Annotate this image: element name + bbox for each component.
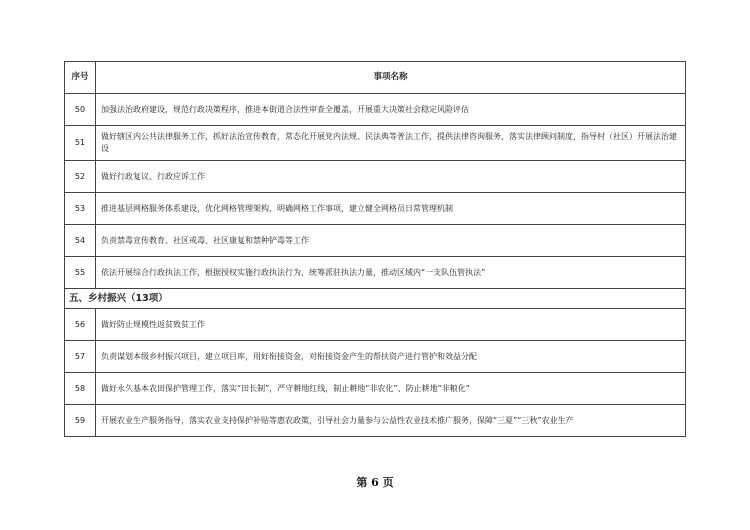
row-item-name: 做好辖区内公共法律服务工作，抓好法治宣传教育，常态化开展党内法规、民法典等普法工作，提供法律咨询服务，落实法律顾问制度，指导村（社区）开展法治建设 [96, 126, 686, 161]
row-serial: 50 [65, 94, 96, 126]
table-row [65, 309, 686, 341]
page-number: 第 6 页 [356, 476, 394, 489]
row-serial: 56 [65, 309, 96, 341]
table-row [65, 405, 686, 437]
table-row [65, 193, 686, 225]
table-header-row [65, 62, 686, 94]
header-item-name: 事项名称 [96, 62, 686, 94]
row-serial: 54 [65, 225, 96, 257]
row-item-name: 做好防止规模性返贫致贫工作 [96, 309, 686, 341]
row-serial: 51 [65, 126, 96, 161]
row-serial: 57 [65, 341, 96, 373]
table-row [65, 225, 686, 257]
header-serial: 序号 [65, 62, 96, 94]
row-serial: 53 [65, 193, 96, 225]
row-item-name: 加强法治政府建设，规范行政决策程序，推进本街道合法性审查全覆盖，开展重大决策社会稳定风险评估 [96, 94, 686, 126]
table-row [65, 94, 686, 126]
row-item-name: 做好永久基本农田保护管理工作，落实“田长制”，严守耕地红线，制止耕地“非农化”、防止耕地“非粮化” [96, 373, 686, 405]
section-title: 五、乡村振兴（13项） [65, 289, 686, 309]
row-item-name: 做好行政复议、行政应诉工作 [96, 161, 686, 193]
row-serial: 52 [65, 161, 96, 193]
row-item-name: 开展农业生产服务指导，落实农业支持保护补贴等惠农政策，引导社会力量参与公益性农业技术推广服务，保障“三夏”“三秋”农业生产 [96, 405, 686, 437]
row-item-name: 推进基层网格服务体系建设，优化网格管理架构，明确网格工作事项，建立健全网格员日常管理机制 [96, 193, 686, 225]
row-serial: 59 [65, 405, 96, 437]
table-row [65, 126, 686, 161]
table-row [65, 373, 686, 405]
section-header-row [65, 289, 686, 309]
table-row [65, 341, 686, 373]
items-table [64, 61, 686, 437]
row-serial: 58 [65, 373, 96, 405]
table-row [65, 161, 686, 193]
row-item-name: 负责谋划本级乡村振兴项目，建立项目库，用好衔接资金，对衔接资金产生的帮扶资产进行管护和效益分配 [96, 341, 686, 373]
row-item-name: 负责禁毒宣传教育、社区戒毒、社区康复和禁种铲毒等工作 [96, 225, 686, 257]
row-item-name: 依法开展综合行政执法工作，根据授权实施行政执法行为，统筹派驻执法力量，推动区域内“一支队伍管执法” [96, 257, 686, 289]
row-serial: 55 [65, 257, 96, 289]
table-row [65, 257, 686, 289]
